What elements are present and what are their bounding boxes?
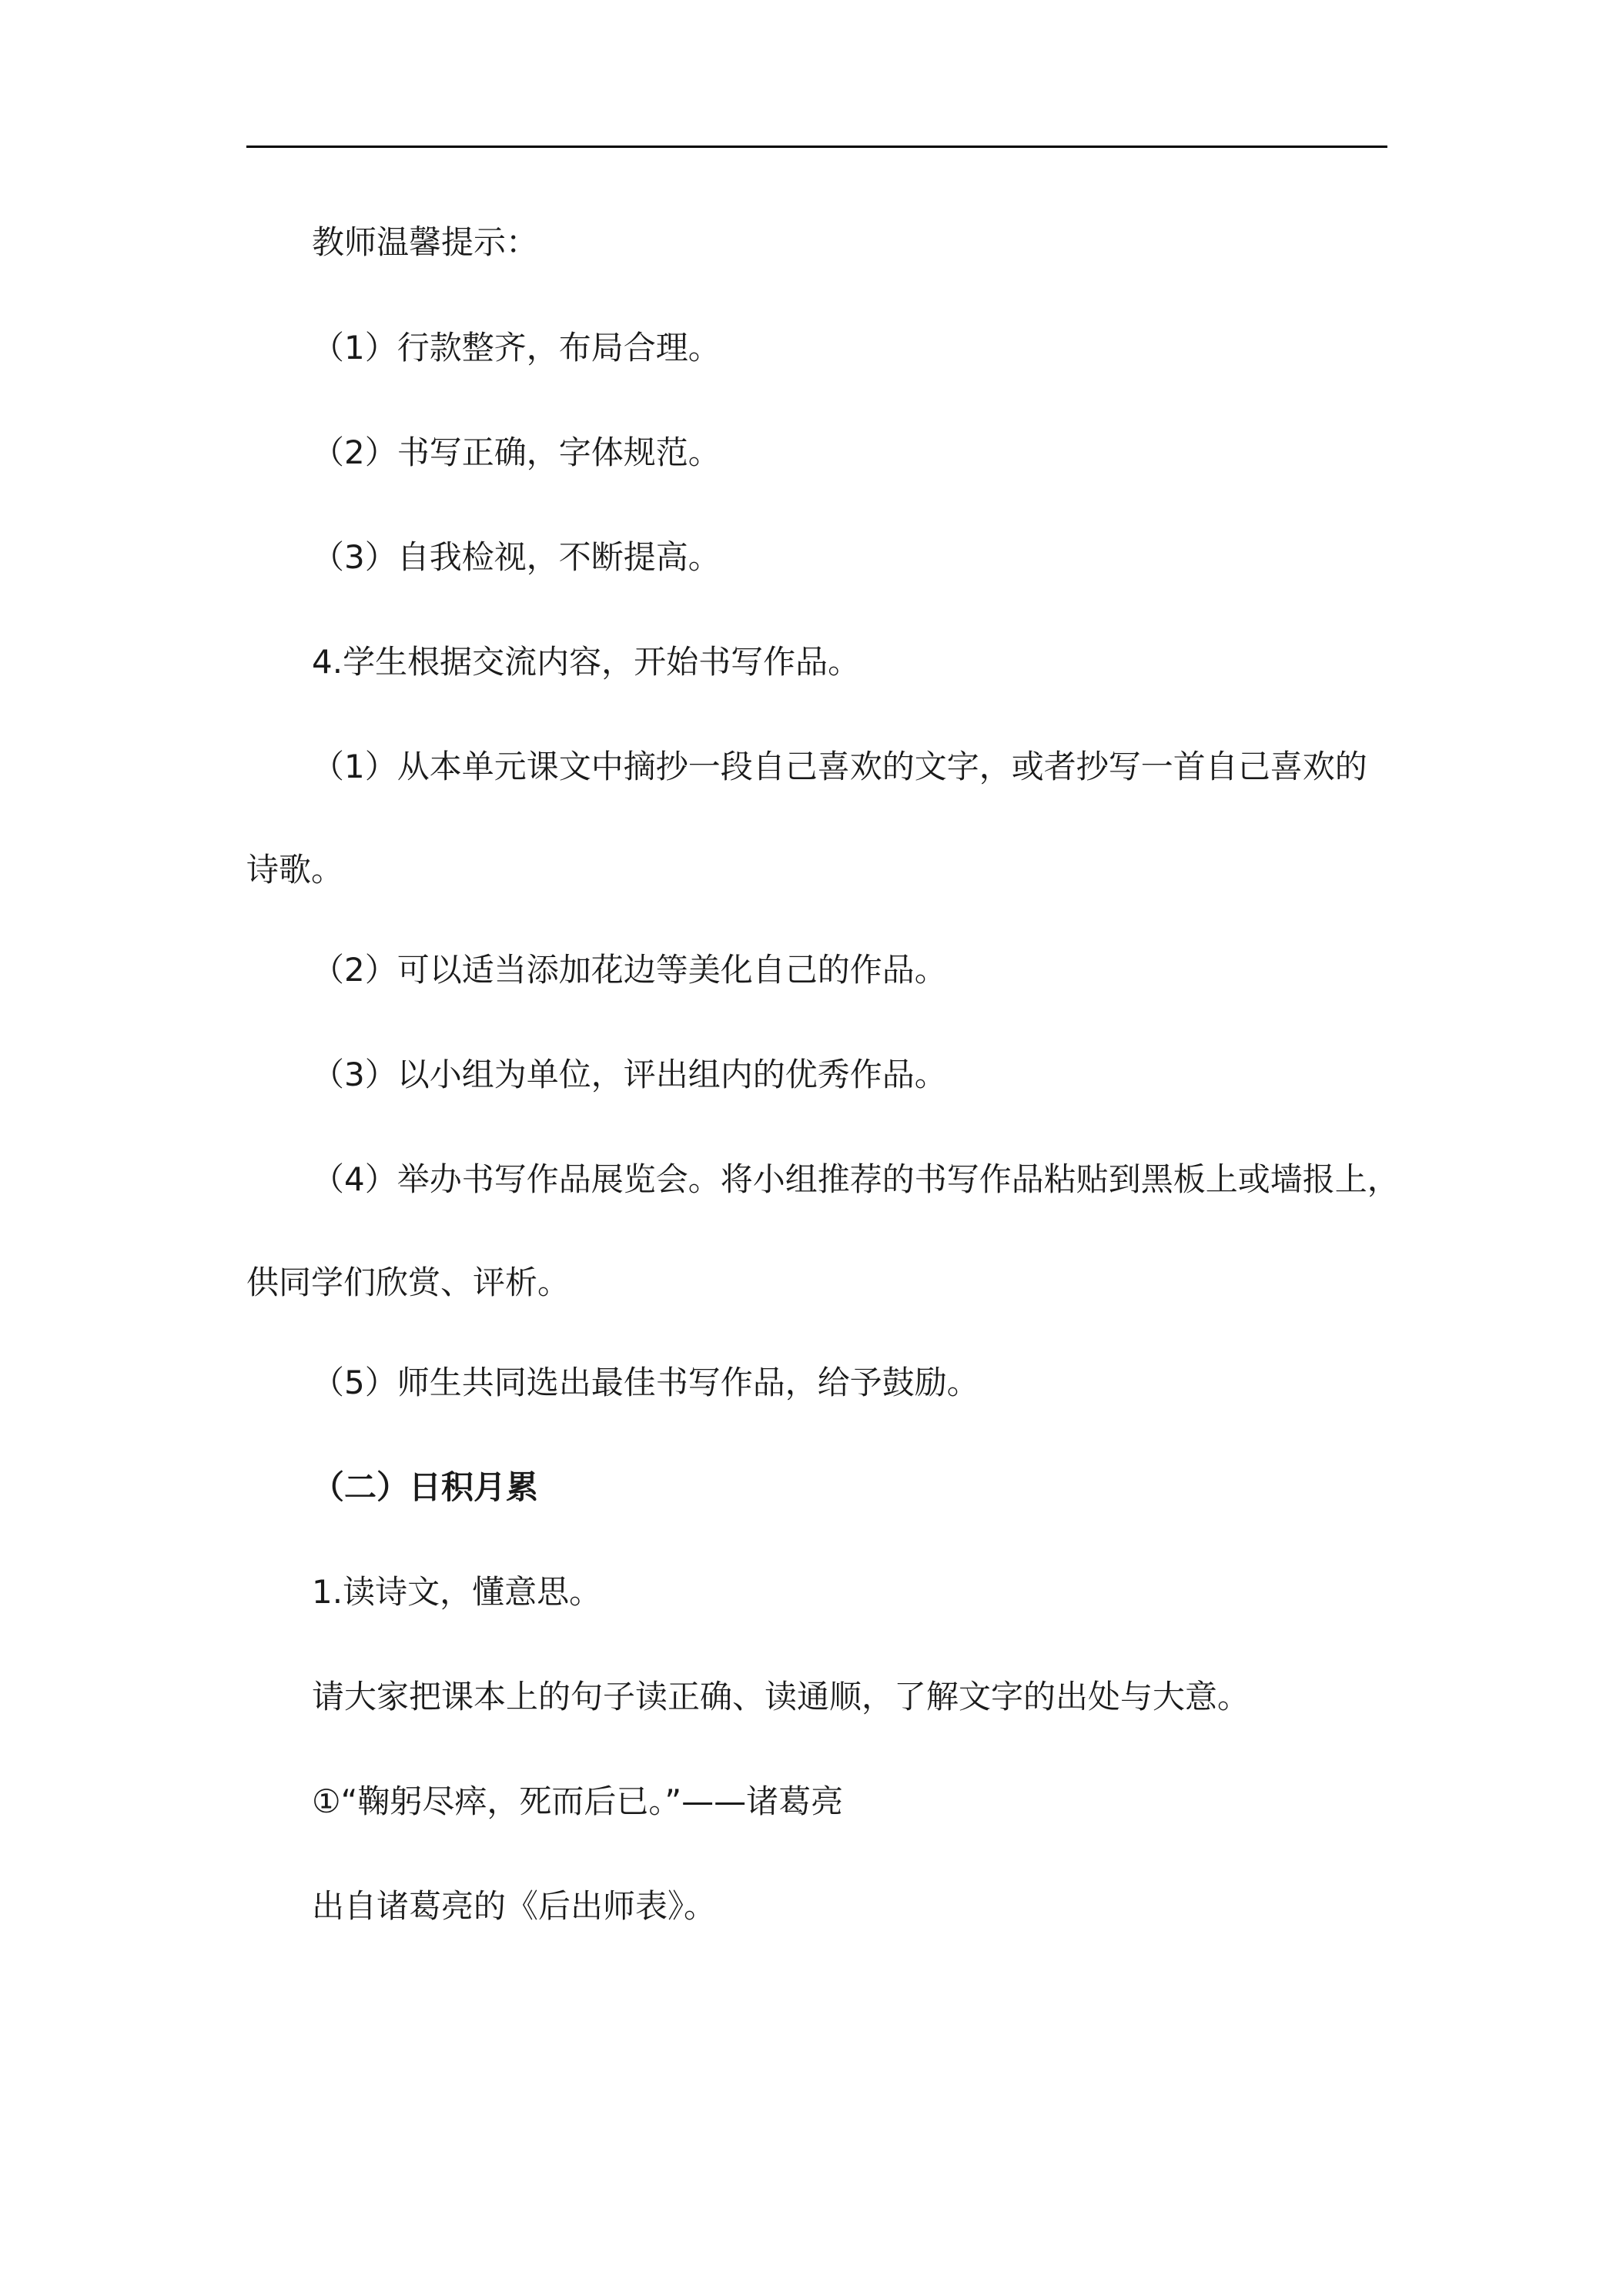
teacher-tips-heading: 教师温馨提示：: [312, 223, 539, 261]
reading-instruction: 请大家把课本上的句子读正确、读通顺，了解文字的出处与大意。: [312, 1678, 1250, 1715]
step-4-item-1-line2: 诗歌。: [246, 851, 344, 889]
step-4-item-4-line1: （4）举办书写作品展览会。将小组推荐的书写作品粘贴到黑板上或墙报上，: [312, 1160, 1400, 1198]
tip-item-1: （1）行款整齐，布局合理。: [312, 329, 721, 366]
quote-item-1-source: 出自诸葛亮的《后出师表》。: [312, 1887, 717, 1925]
step-4-item-1: [246, 744, 1387, 893]
step-4-item-1-line1: （1）从本单元课文中摘抄一段自己喜欢的文字，或者抄写一首自己喜欢的: [312, 748, 1367, 785]
step-4-item-4-line2: 供同学们欣赏、评析。: [246, 1263, 571, 1301]
step-4-heading: 4.学生根据交流内容，开始书写作品。: [312, 643, 861, 681]
subsection-1-heading: 1.读诗文，懂意思。: [312, 1573, 602, 1611]
step-4-item-3: （3）以小组为单位，评出组内的优秀作品。: [312, 1056, 947, 1093]
step-4-item-2: （2）可以适当添加花边等美化自己的作品。: [312, 951, 947, 989]
step-4-item-5: （5）师生共同选出最佳书写作品，给予鼓励。: [312, 1364, 979, 1401]
tip-item-3: （3）自我检视，不断提高。: [312, 538, 721, 576]
tip-item-2: （2）书写正确，字体规范。: [312, 433, 721, 471]
quote-item-1: ①“鞠躬尽瘁，死而后已。”——诸葛亮: [312, 1782, 844, 1820]
header-rule: [246, 146, 1387, 148]
section-2-heading: （二）日积月累: [312, 1468, 539, 1506]
step-4-item-4: [246, 1156, 1400, 1306]
